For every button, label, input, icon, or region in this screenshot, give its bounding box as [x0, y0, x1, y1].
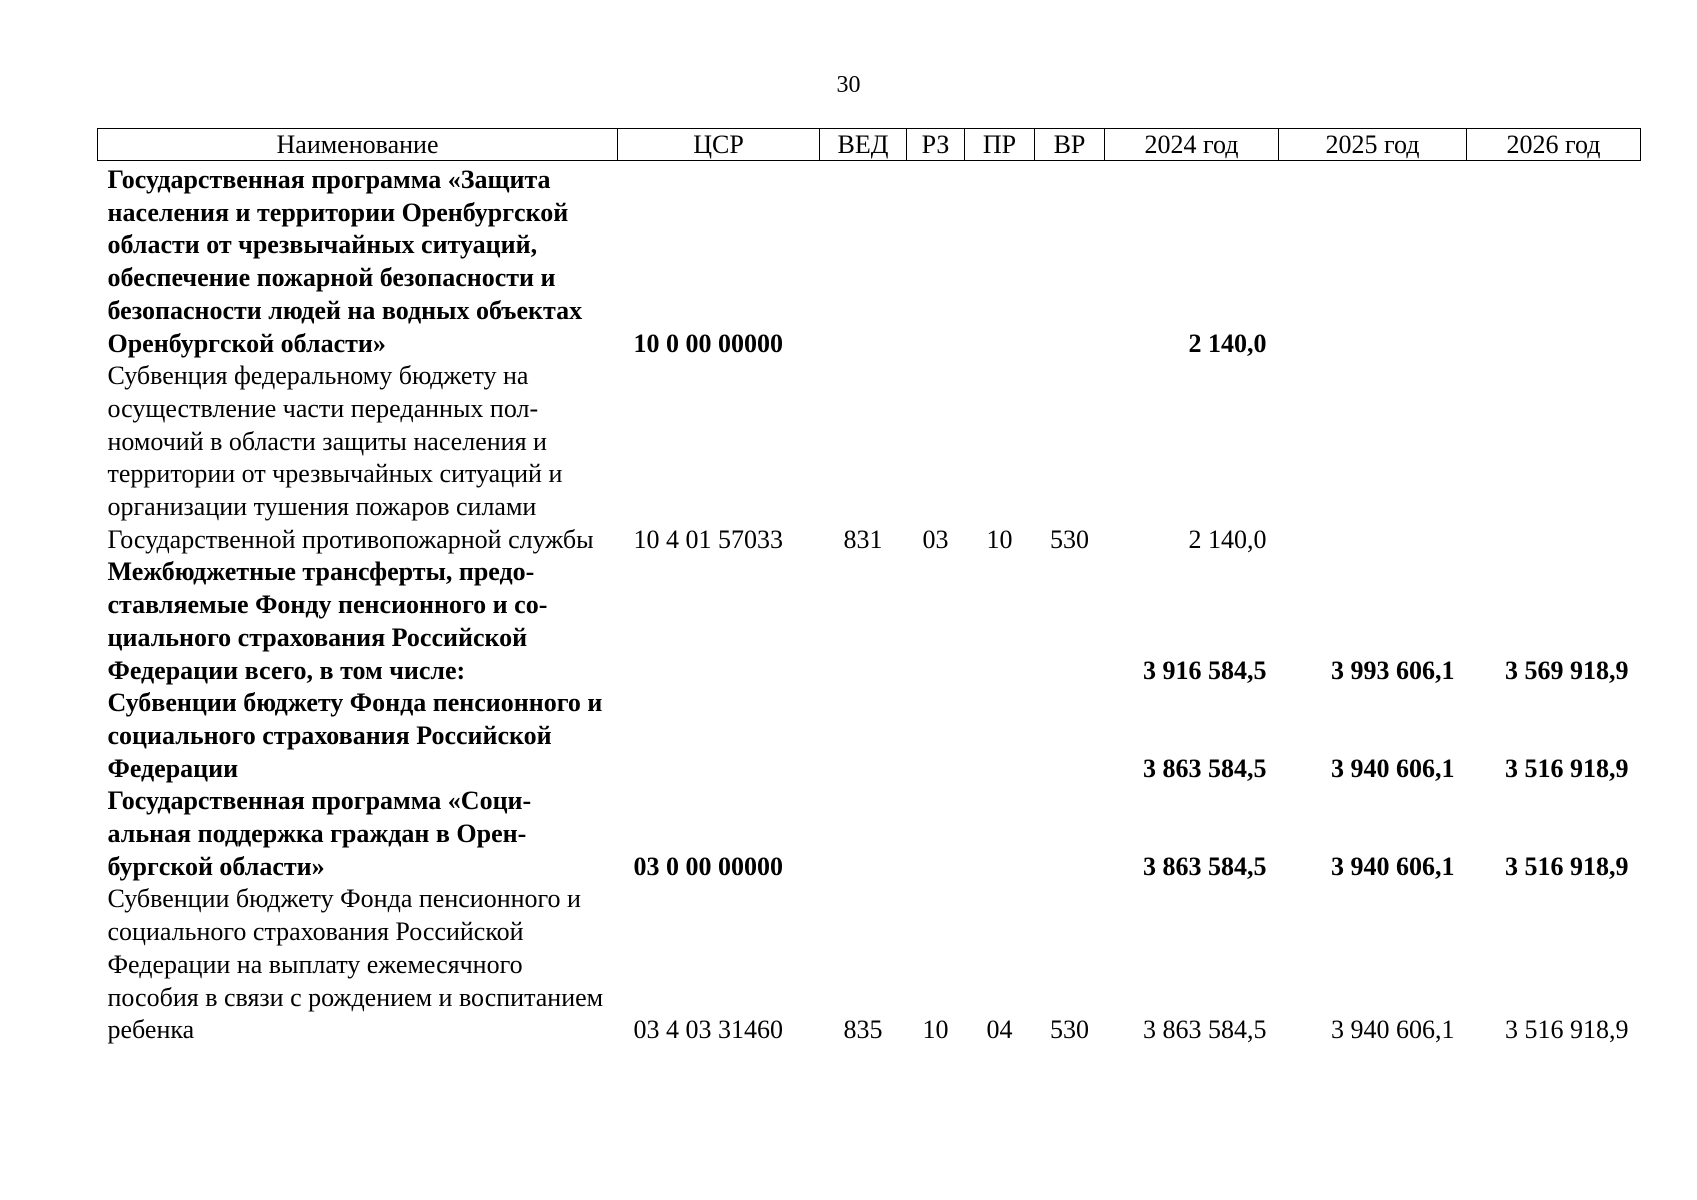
header-2024: 2024 год — [1105, 129, 1279, 161]
row-ved — [820, 161, 907, 361]
row-csr — [618, 556, 820, 687]
row-vr — [1035, 556, 1105, 687]
row-2024: 3 863 584,5 — [1143, 851, 1267, 881]
row-ved — [820, 556, 907, 687]
row-ved: 831 — [843, 524, 883, 554]
table-row — [98, 161, 1641, 361]
row-pr — [965, 785, 1035, 883]
row-rz — [907, 785, 965, 883]
row-2026 — [1467, 161, 1641, 361]
row-2024: 2 140,0 — [1188, 328, 1267, 358]
row-pr: 10 — [986, 524, 1013, 554]
header-csr: ЦСР — [618, 129, 820, 161]
row-vr — [1035, 785, 1105, 883]
row-name: Государственная программа «Защита населения и территории Оренбургской области от чрезвычайных ситуаций, обеспечение пожарной безопасности и безопасности людей на водных объектах Оренбургской области» — [107, 165, 583, 358]
header-pr: ПР — [965, 129, 1035, 161]
row-pr — [965, 161, 1035, 361]
row-name: Субвенция федеральному бюджету на осуществление части переданных полномочий в области защиты населения и территории от чрезвычайных ситуаций и организации тушения пожаров силами Государственной противопожарной службы — [107, 361, 594, 554]
row-name: Субвенции бюджету Фонда пенсионного и социального страхования Российской Федерации — [107, 688, 603, 783]
row-2024: 2 140,0 — [1188, 524, 1267, 554]
row-vr: 530 — [1050, 524, 1089, 554]
row-2026: 3 516 918,9 — [1505, 851, 1629, 881]
row-2026: 3 516 918,9 — [1505, 753, 1629, 783]
row-2025: 3 940 606,1 — [1331, 753, 1455, 783]
row-csr: 10 0 00 00000 — [633, 328, 783, 358]
header-ved: ВЕД — [820, 129, 907, 161]
row-csr: 03 4 03 31460 — [633, 1015, 783, 1045]
row-rz — [907, 556, 965, 687]
header-2025: 2025 год — [1279, 129, 1467, 161]
table-body — [98, 161, 1641, 1047]
row-vr: 530 — [1050, 1015, 1089, 1045]
row-pr — [965, 687, 1035, 785]
table-row — [98, 883, 1641, 1047]
row-rz: 10 — [922, 1015, 949, 1045]
table-row — [98, 687, 1641, 785]
row-name: Субвенции бюджету Фонда пенсионного и социального страхования Российской Федерации на выплату ежемесячного пособия в связи с рождением и воспитанием ребенка — [107, 884, 604, 1045]
row-2025 — [1279, 360, 1467, 556]
row-ved — [820, 687, 907, 785]
row-2026: 3 569 918,9 — [1505, 655, 1629, 685]
row-pr: 04 — [986, 1015, 1013, 1045]
table-row — [98, 556, 1641, 687]
header-2026: 2026 год — [1467, 129, 1641, 161]
row-ved — [820, 785, 907, 883]
row-rz: 03 — [922, 524, 949, 554]
header-vr: ВР — [1035, 129, 1105, 161]
row-2025 — [1279, 161, 1467, 361]
row-vr — [1035, 161, 1105, 361]
budget-table — [97, 128, 1641, 1047]
row-csr: 03 0 00 00000 — [633, 851, 783, 881]
row-name: Государственная программа «Социальная поддержка граждан в Оренбургской области» — [107, 786, 532, 881]
table-row — [98, 785, 1641, 883]
header-row — [98, 129, 1641, 161]
row-csr: 10 4 01 57033 — [633, 524, 783, 554]
row-2025: 3 940 606,1 — [1331, 1015, 1455, 1045]
page-number: 30 — [836, 72, 861, 98]
row-2024: 3 863 584,5 — [1143, 753, 1267, 783]
row-2025: 3 993 606,1 — [1331, 655, 1455, 685]
row-rz — [907, 161, 965, 361]
row-vr — [1035, 687, 1105, 785]
row-rz — [907, 687, 965, 785]
table-row — [98, 360, 1641, 556]
row-pr — [965, 556, 1035, 687]
table-header — [98, 129, 1641, 161]
row-2026 — [1467, 360, 1641, 556]
row-2024: 3 916 584,5 — [1143, 655, 1267, 685]
row-name: Межбюджетные трансферты, предоставляемые Фонду пенсионного и социального страхования Российской Федерации всего, в том числе: — [107, 557, 548, 685]
row-2024: 3 863 584,5 — [1143, 1015, 1267, 1045]
row-2026: 3 516 918,9 — [1505, 1015, 1629, 1045]
row-csr — [618, 687, 820, 785]
row-2025: 3 940 606,1 — [1331, 851, 1455, 881]
header-name: Наименование — [98, 129, 618, 161]
row-ved: 835 — [843, 1015, 883, 1045]
header-rz: РЗ — [907, 129, 965, 161]
